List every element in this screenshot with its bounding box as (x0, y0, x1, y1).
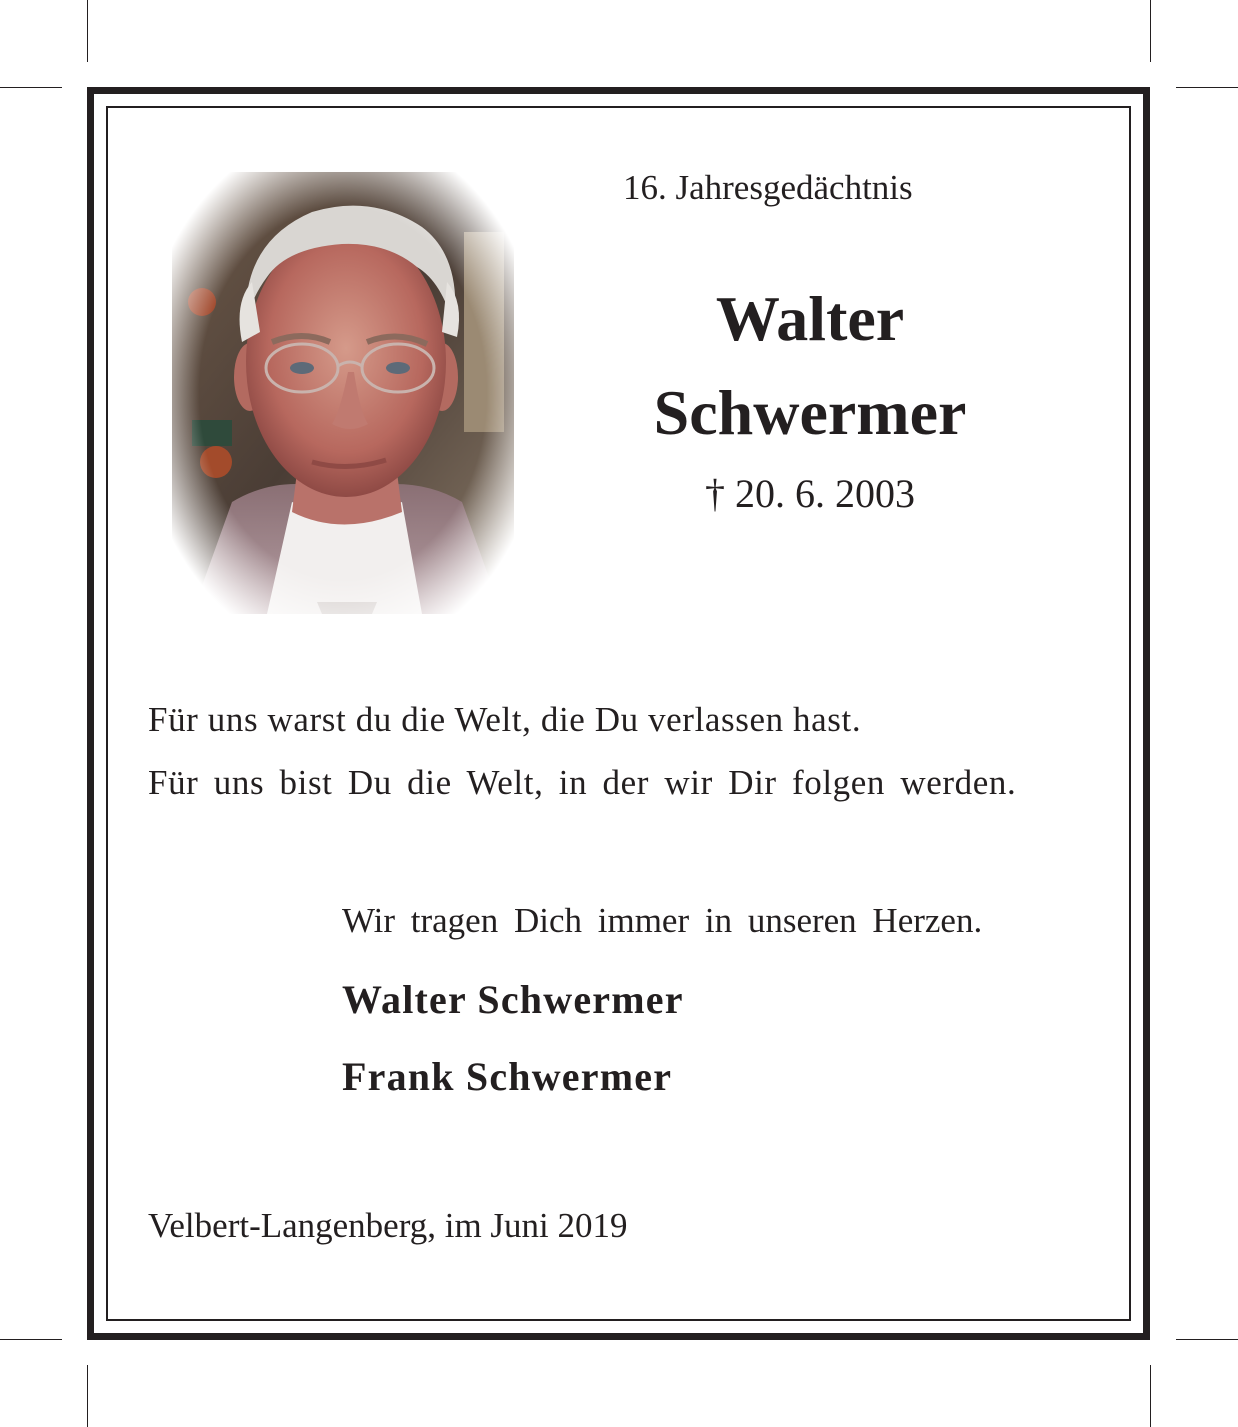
crop-mark-left-top (0, 87, 62, 88)
crop-mark-top-left (87, 0, 88, 62)
heart-line: Wir tragen Dich immer in unseren Herzen. (342, 901, 983, 940)
anniversary-label: 16. Jahresgedächtnis (623, 168, 913, 207)
crop-mark-bottom-left (87, 1365, 88, 1427)
portrait-photo-icon (172, 172, 514, 614)
deceased-first-name: Walter (715, 283, 905, 354)
deceased-last-name: Schwermer (653, 377, 967, 448)
quote-line-1: Für uns warst du die Welt, die Du verlassen hast. (148, 700, 862, 739)
mourner-name: Walter Schwermer (342, 977, 684, 1022)
quote-line-2: Für uns bist Du die Welt, in der wir Dir folgen werden. (148, 763, 1017, 802)
crop-mark-bottom-right (1150, 1365, 1151, 1427)
place-and-date: Velbert-Langenberg, im Juni 2019 (148, 1206, 628, 1245)
crop-mark-right-top (1176, 87, 1238, 88)
crop-mark-left-bottom (0, 1339, 62, 1340)
death-date: † 20. 6. 2003 (705, 471, 915, 516)
crop-mark-right-bottom (1176, 1339, 1238, 1340)
crop-mark-top-right (1150, 0, 1151, 62)
mourner-name: Frank Schwermer (342, 1054, 673, 1099)
